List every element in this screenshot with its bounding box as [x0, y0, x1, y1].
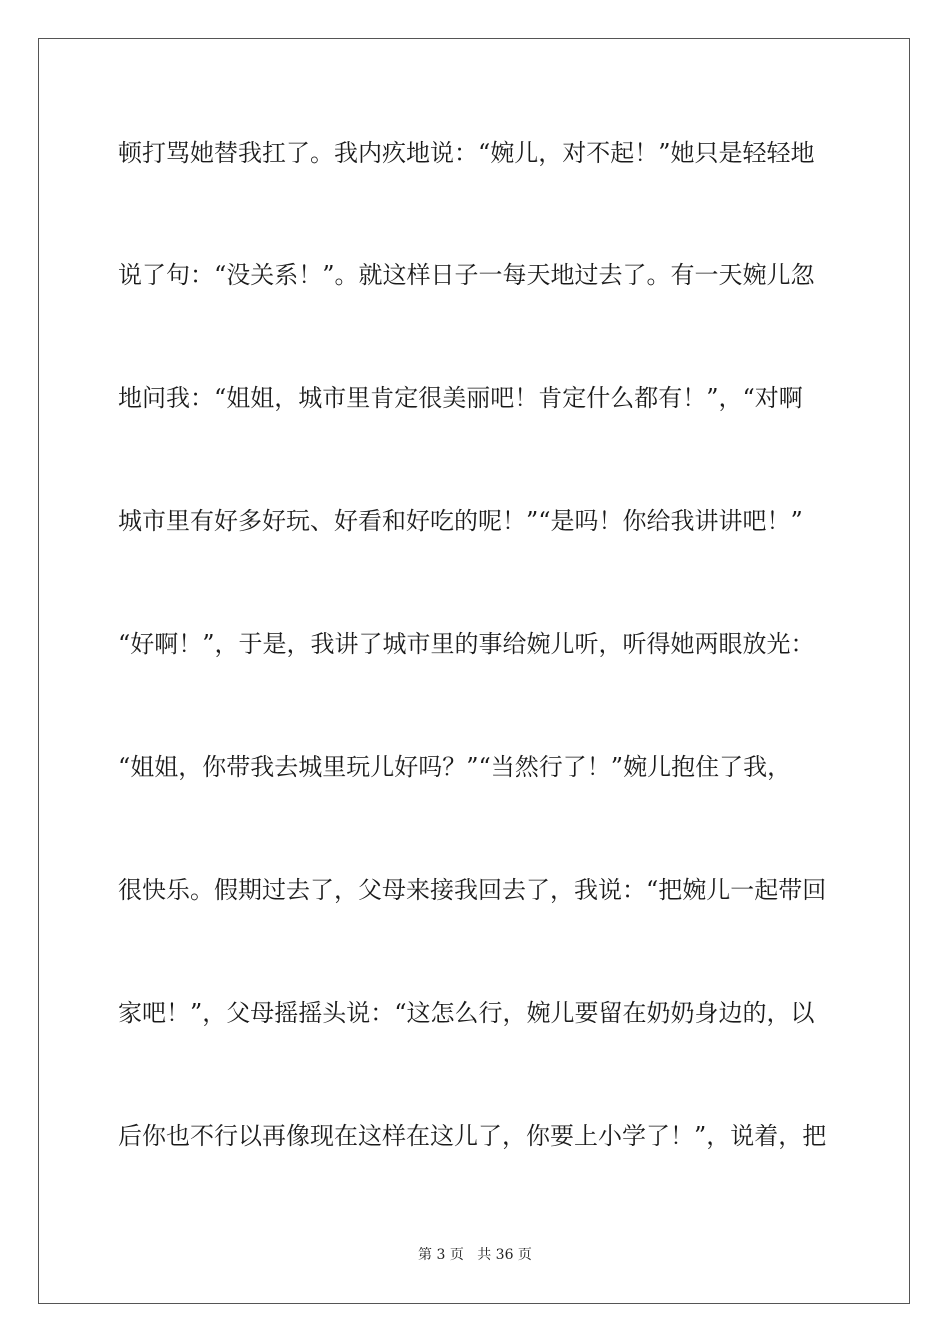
page-number: 第 3 页 [418, 1247, 464, 1263]
text-line: 顿打骂她替我扛了。我内疚地说：“婉儿，对不起！”她只是轻轻地 [118, 139, 815, 167]
page-total: 共 36 页 [477, 1247, 532, 1263]
page-border [38, 38, 910, 1304]
text-line: 很快乐。假期过去了，父母来接我回去了，我说：“把婉儿一起带回 [118, 876, 827, 904]
text-line: “好啊！”，于是，我讲了城市里的事给婉儿听，听得她两眼放光： [118, 630, 815, 658]
page-footer [0, 1246, 950, 1264]
text-line: 城市里有好多好玩、好看和好吃的呢！”“是吗！你给我讲讲吧！” [118, 507, 803, 535]
text-line: 家吧！”，父母摇摇头说：“这怎么行，婉儿要留在奶奶身边的，以 [118, 999, 815, 1027]
text-line: 说了句：“没关系！”。就这样日子一每天地过去了。有一天婉儿忽 [118, 261, 815, 289]
text-line: 后你也不行以再像现在这样在这儿了，你要上小学了！”，说着，把 [118, 1122, 827, 1150]
text-line: “姐姐，你带我去城里玩儿好吗？”“当然行了！”婉儿抱住了我， [118, 753, 792, 781]
text-line: 地问我：“姐姐，城市里肯定很美丽吧！肯定什么都有！”，“对啊 [118, 384, 803, 412]
